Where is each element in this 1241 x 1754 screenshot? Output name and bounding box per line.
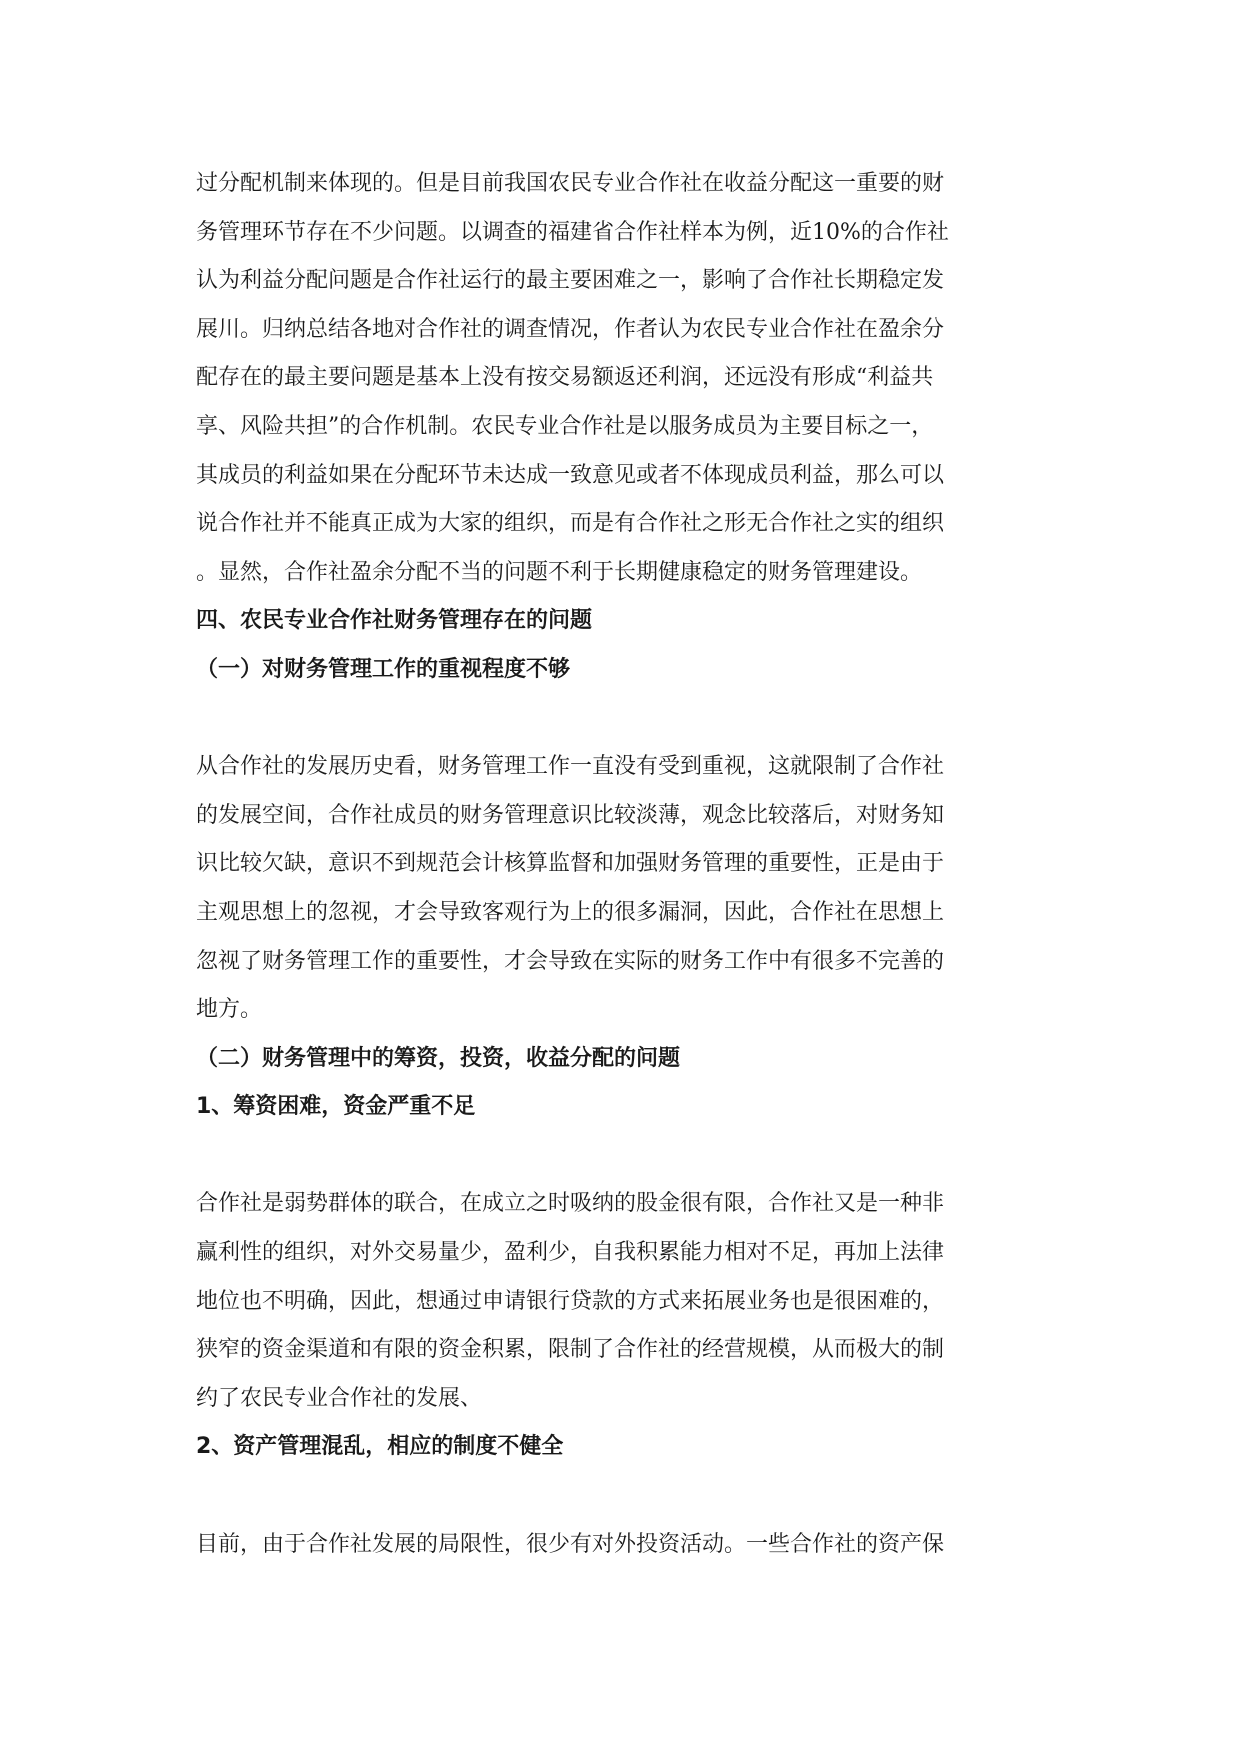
text-line: 说合作社并不能真正成为大家的组织，而是有合作社之形无合作社之实的组织 xyxy=(196,511,945,537)
text-line: 赢利性的组织，对外交易量少，盈利少，自我积累能力相对不足，再加上法律 xyxy=(196,1240,945,1266)
subsection-heading: （一）对财务管理工作的重视程度不够 xyxy=(196,656,571,682)
item-heading: 1、筹资困难，资金严重不足 xyxy=(196,1094,476,1120)
text-line: 认为利益分配问题是合作社运行的最主要困难之一，影响了合作社长期稳定发 xyxy=(196,268,945,294)
text-line: 地位也不明确，因此，想通过申请银行贷款的方式来拓展业务也是很困难的， xyxy=(196,1288,945,1314)
text-line: 合作社是弱势群体的联合，在成立之时吸纳的股金很有限，合作社又是一种非 xyxy=(196,1191,945,1217)
section-heading: 四、农民专业合作社财务管理存在的问题 xyxy=(196,608,593,634)
paragraph-attention xyxy=(196,743,1056,1035)
text-line: 忽视了财务管理工作的重要性，才会导致在实际的财务工作中有很多不完善的 xyxy=(196,948,945,974)
text-line: 识比较欠缺，意识不到规范会计核算监督和加强财务管理的重要性，正是由于 xyxy=(196,851,945,877)
text-line: 务管理环节存在不少问题。以调查的福建省合作社样本为例，近10%的合作社 xyxy=(196,219,949,245)
spacer xyxy=(196,695,1056,744)
text-line: 约了农民专业合作社的发展、 xyxy=(196,1385,483,1411)
text-line: 展川。归纳总结各地对合作社的调查情况，作者认为农民专业合作社在盈余分 xyxy=(196,316,945,342)
text-line: 过分配机制来体现的。但是目前我国农民专业合作社在收益分配这一重要的财 xyxy=(196,171,945,196)
text-line: 主观思想上的忽视，才会导致客观行为上的很多漏洞，因此，合作社在思想上 xyxy=(196,899,945,925)
spacer xyxy=(196,1472,1056,1521)
text-line: 享、风险共担”的合作机制。农民专业合作社是以服务成员为主要目标之一， xyxy=(196,413,934,439)
item-heading: 2、资产管理混乱，相应的制度不健全 xyxy=(196,1434,564,1460)
text-line: 狭窄的资金渠道和有限的资金积累，限制了合作社的经营规模，从而极大的制 xyxy=(196,1337,945,1363)
text-line: 目前，由于合作社发展的局限性，很少有对外投资活动。一些合作社的资产保 xyxy=(196,1531,945,1557)
spacer xyxy=(196,1132,1056,1181)
text-line: 从合作社的发展历史看，财务管理工作一直没有受到重视，这就限制了合作社 xyxy=(196,754,945,780)
text-line: 其成员的利益如果在分配环节未达成一致意见或者不体现成员利益，那么可以 xyxy=(196,462,945,488)
document-page xyxy=(196,160,1056,1569)
paragraph-asset-management xyxy=(196,1521,1056,1570)
text-line: 地方。 xyxy=(196,997,263,1023)
text-line: 配存在的最主要问题是基本上没有按交易额返还利润，还远没有形成“利益共 xyxy=(196,365,934,391)
paragraph-income-distribution xyxy=(196,160,1056,597)
text-line: 的发展空间，合作社成员的财务管理意识比较淡薄，观念比较落后，对财务知 xyxy=(196,802,945,828)
subsection-heading: （二）财务管理中的筹资，投资，收益分配的问题 xyxy=(196,1045,681,1071)
text-line: 。显然，合作社盈余分配不当的问题不利于长期健康稳定的财务管理建设。 xyxy=(196,559,923,585)
paragraph-financing xyxy=(196,1180,1056,1423)
